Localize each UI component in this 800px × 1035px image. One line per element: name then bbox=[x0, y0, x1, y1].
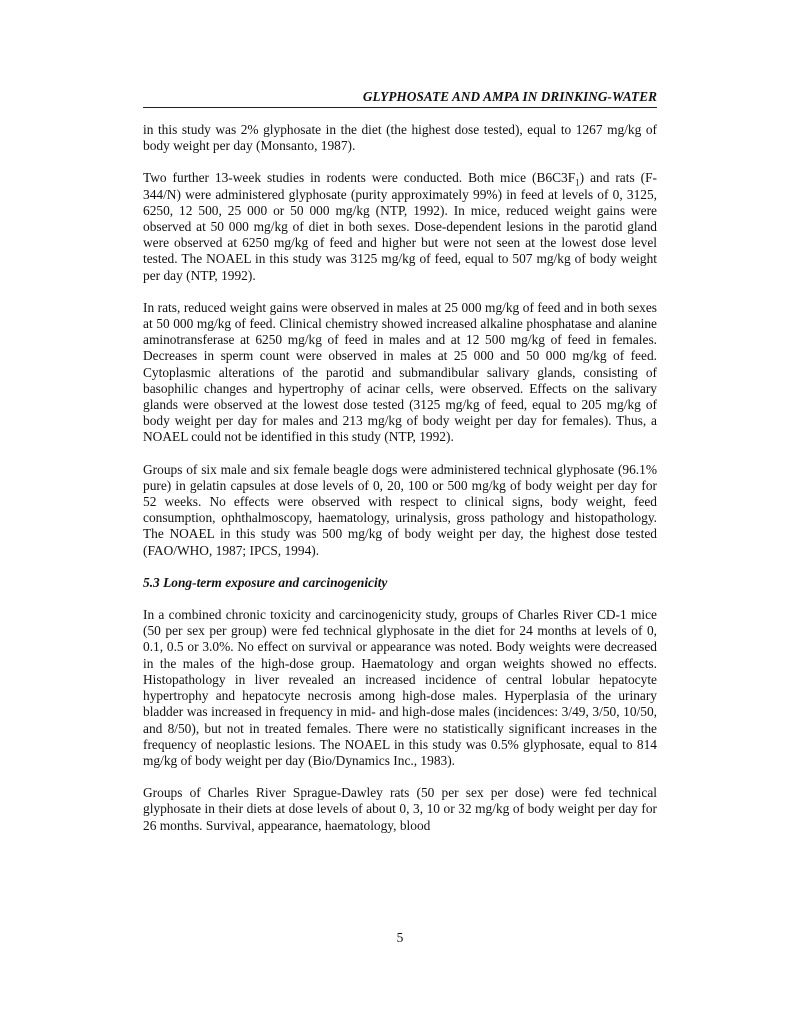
running-header: GLYPHOSATE AND AMPA IN DRINKING-WATER bbox=[143, 88, 657, 108]
paragraph-6: Groups of Charles River Sprague-Dawley rats (50 per sex per dose) were fed technical glyphosate in their diets at dose levels of about 0, 3, 10 or 32 mg/kg of body weight per day for 26 months. Survival, appearance, haematology, blood bbox=[143, 785, 657, 833]
paragraph-2 bbox=[143, 170, 657, 283]
body-text bbox=[143, 122, 657, 834]
page-number: 5 bbox=[396, 930, 404, 945]
paragraph-4: Groups of six male and six female beagle dogs were administered technical glyphosate (96.1% pure) in gelatin capsules at dose levels of 0, 20, 100 or 500 mg/kg of body weight per day for 52 weeks. No effects were observed with respect to clinical signs, body weight, feed consumption, ophthalmoscopy, haematology, urinalysis, gross pathology and histopathology. The NOAEL in this study was 500 mg/kg of body weight per day, the highest dose tested (FAO/WHO, 1987; IPCS, 1994). bbox=[143, 461, 657, 558]
section-heading: 5.3 Long-term exposure and carcinogenicity bbox=[143, 574, 388, 590]
paragraph-2-part-a: Two further 13-week studies in rodents were conducted. Both mice (B6C3F bbox=[143, 170, 576, 186]
paragraph-1: in this study was 2% glyphosate in the diet (the highest dose tested), equal to 1267 mg/kg of body weight per day (Monsanto, 1987). bbox=[143, 122, 657, 154]
paragraph-5: In a combined chronic toxicity and carcinogenicity study, groups of Charles River CD-1 mice (50 per sex per group) were fed technical glyphosate in the diet for 24 months at levels of 0, 0.1, 0.5 or 3.0%. No effect on survival or appearance was noted. Body weights were decreased in the males of the high-dose group. Haematology and organ weights showed no effects. Histopathology in liver revealed an increased incidence of central lobular hepatocyte hypertrophy and hepatocyte necrosis among high-dose males. Hyperplasia of the urinary bladder was increased in frequency in mid- and high-dose males (incidences: 3/49, 3/50, 10/50, and 8/50), but not in treated females. There were no statistically significant increases in the frequency of neoplastic lesions. The NOAEL in this study was 0.5% glyphosate, equal to 814 mg/kg of body weight per day (Bio/Dynamics Inc., 1983). bbox=[143, 607, 657, 768]
document-page bbox=[143, 88, 657, 850]
paragraph-3: In rats, reduced weight gains were observed in males at 25 000 mg/kg of feed and in both sexes at 50 000 mg/kg of feed. Clinical chemistry showed increased alkaline phosphatase and alanine aminotransferase at 6250 mg/kg of feed in males and at 12 500 mg/kg of feed in females. Decreases in sperm count were observed in males at 25 000 and 50 000 mg/kg of feed. Cytoplasmic alterations of the parotid and submandibular salivary glands, consisting of basophilic changes and hypertrophy of acinar cells, were observed. Effects on the salivary glands were observed at the lowest dose tested (3125 mg/kg of feed, equal to 205 mg/kg of body weight per day for males and 213 mg/kg of body weight per day for females). Thus, a NOAEL could not be identified in this study (NTP, 1992). bbox=[143, 299, 657, 445]
paragraph-2-part-b: ) and rats (F-344/N) were administered glyphosate (purity approximately 99%) in feed at levels of 0, 3125, 6250, 12 500, 25 000 or 50 000 mg/kg (NTP, 1992). In mice, reduced weight gains were observed at 50 000 mg/kg of diet in both sexes. Dose-dependent lesions in the parotid gland were observed at 6250 mg/kg of feed and higher but were not seen at the lowest dose level tested. The NOAEL in this study was 3125 mg/kg of feed, equal to 507 mg/kg of body weight per day (NTP, 1992). bbox=[143, 170, 657, 283]
paragraph-2-subscript: 1 bbox=[575, 178, 580, 189]
